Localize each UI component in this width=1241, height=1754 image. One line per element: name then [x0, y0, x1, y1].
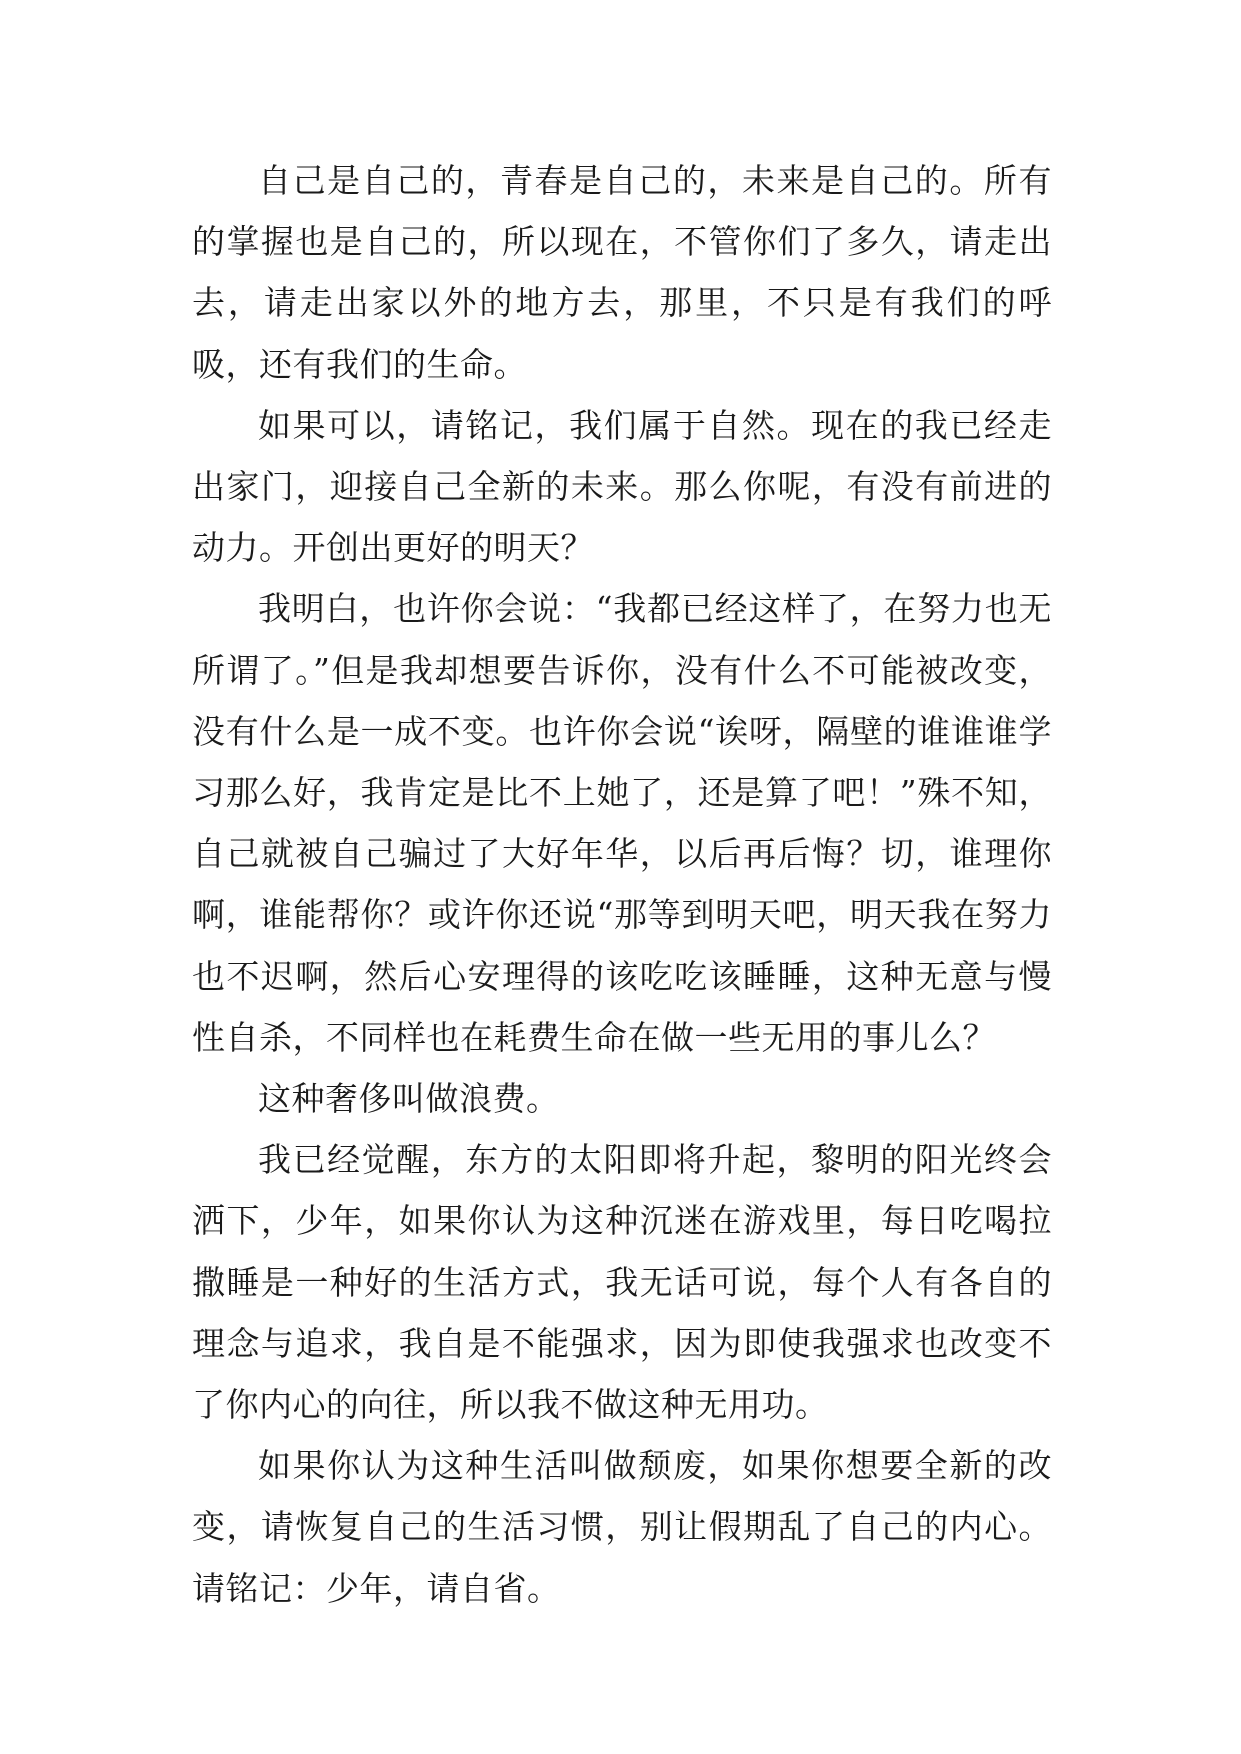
paragraph-5: 我已经觉醒，东方的太阳即将升起，黎明的阳光终会洒下，少年，如果你认为这种沉迷在游戏里，每日吃喝拉撒睡是一种好的生活方式，我无话可说，每个人有各自的理念与追求，我自是不能强求，因为即使我强求也改变不了你内心的向往，所以我不做这种无用功。 [192, 1140, 1052, 1425]
paragraph-4: 这种奢侈叫做浪费。 [258, 1079, 560, 1119]
paragraph-1: 自己是自己的，青春是自己的，未来是自己的。所有的掌握也是自己的，所以现在，不管你们了多久，请走出去，请走出家以外的地方去，那里，不只是有我们的呼吸，还有我们的生命。 [192, 161, 1052, 384]
paragraph-2: 如果可以，请铭记，我们属于自然。现在的我已经走出家门，迎接自己全新的未来。那么你呢，有没有前进的动力。开创出更好的明天？ [192, 405, 1052, 568]
paragraph-6: 如果你认为这种生活叫做颓废，如果你想要全新的改变，请恢复自己的生活习惯，别让假期乱了自己的内心。请铭记：少年，请自省。 [192, 1446, 1052, 1608]
document-body [192, 150, 1052, 1619]
paragraph-3: 我明白，也许你会说：“我都已经这样了，在努力也无所谓了。”但是我却想要告诉你，没有什么不可能被改变，没有什么是一成不变。也许你会说“诶呀，隔壁的谁谁谁学习那么好，我肯定是比不上她了，还是算了吧！”殊不知，自己就被自己骗过了大好年华，以后再后悔？切，谁理你啊，谁能帮你？或许你还说“那等到明天吧，明天我在努力也不迟啊，然后心安理得的该吃吃该睡睡，这种无意与慢性自杀，不同样也在耗费生命在做一些无用的事儿么？ [192, 589, 1052, 1057]
